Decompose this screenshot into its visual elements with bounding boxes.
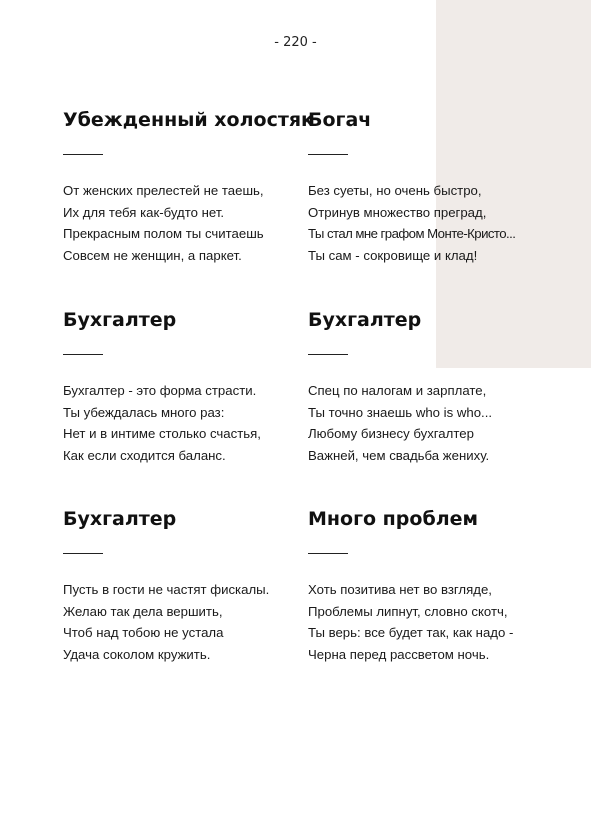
poem-line: Проблемы липнут, словно скотч,	[308, 603, 508, 619]
page-number: - 220 -	[274, 35, 317, 50]
poem-title: Убежденный холостяк	[63, 109, 314, 131]
title-divider	[308, 154, 348, 155]
poem-line: Чтоб над тобою не устала	[63, 625, 224, 640]
poem-line: Ты верь: все будет так, как надо -	[308, 625, 514, 640]
poem-line: Желаю так дела вершить,	[63, 603, 223, 619]
poem-line: Ты стал мне графом Монте-Кристо...	[308, 226, 516, 241]
poem-text	[308, 180, 543, 266]
title-divider	[63, 154, 103, 155]
poem-title: Бухгалтер	[308, 309, 422, 331]
poem-title: Бухгалтер	[63, 309, 177, 331]
poem-line: Ты сам - сокровище и клад!	[308, 247, 478, 263]
poem-line: Пусть в гости не частят фискалы.	[63, 582, 270, 597]
title-divider	[308, 553, 348, 554]
title-divider	[63, 553, 103, 554]
poem-text	[308, 380, 543, 466]
poem-title: Бухгалтер	[63, 508, 177, 530]
title-divider	[308, 354, 348, 355]
poem-line: Ты убеждалась много раз:	[63, 404, 225, 420]
poem-line: Как если сходится баланс.	[63, 447, 226, 463]
poem-line: Их для тебя как-будто нет.	[63, 204, 225, 220]
poem-line: Важней, чем свадьба жениху.	[308, 447, 490, 463]
poem-line: Ты точно знаешь who is who...	[308, 404, 493, 420]
poem-line: Удача соколом кружить.	[63, 646, 211, 662]
poem-text	[63, 579, 298, 665]
title-divider	[63, 354, 103, 355]
poem-text	[63, 180, 298, 266]
poem-text	[63, 380, 298, 466]
poem-line: Прекрасным полом ты считаешь	[63, 226, 264, 241]
poem-line: Совсем не женщин, а паркет.	[63, 247, 242, 263]
poem-text	[308, 579, 543, 665]
poem-card	[63, 507, 298, 665]
poem-card	[63, 308, 298, 466]
poem-line: Хоть позитива нет во взгляде,	[308, 582, 492, 597]
poem-card	[308, 507, 543, 665]
poem-line: Спец по налогам и зарплате,	[308, 383, 487, 398]
poem-card	[63, 108, 314, 266]
poem-line: Черна перед рассветом ночь.	[308, 646, 490, 662]
poem-line: Бухгалтер - это форма страсти.	[63, 383, 257, 398]
poem-line: Любому бизнесу бухгалтер	[308, 426, 474, 441]
poem-line: Без суеты, но очень быстро,	[308, 183, 482, 198]
poem-line: Отринув множество преград,	[308, 204, 487, 220]
poem-title: Богач	[308, 109, 372, 131]
poem-card	[308, 108, 543, 266]
poem-card	[308, 308, 543, 466]
poem-line: Нет и в интиме столько счастья,	[63, 426, 261, 441]
poem-title: Много проблем	[308, 508, 479, 530]
poem-line: От женских прелестей не таешь,	[63, 183, 264, 198]
